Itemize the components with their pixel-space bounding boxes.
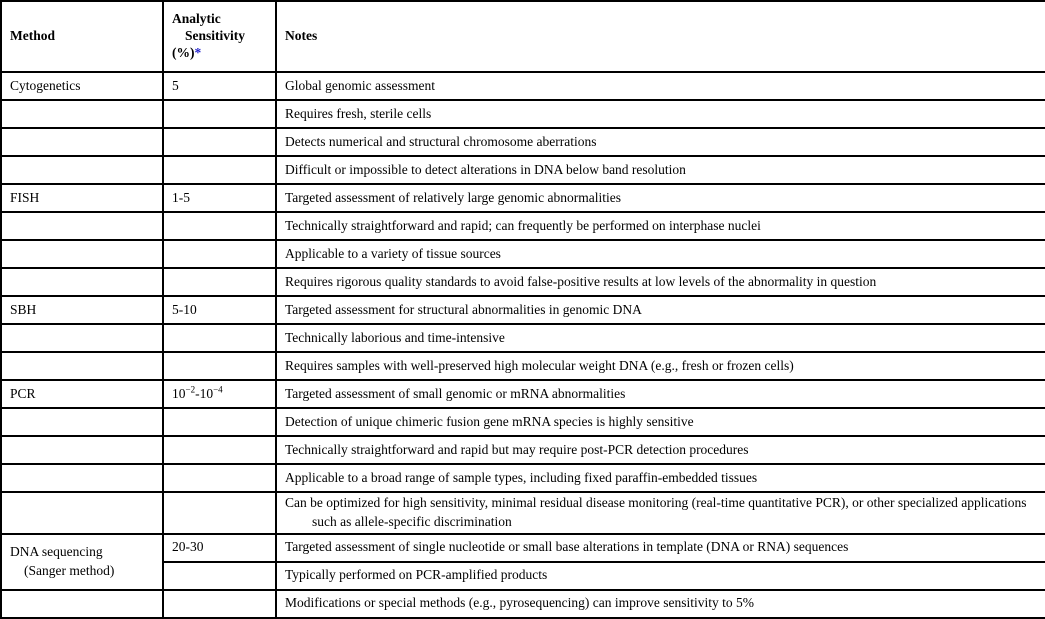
method-label: (Sanger method) xyxy=(24,562,115,578)
sensitivity-cell xyxy=(163,240,276,268)
note-text: Global genomic assessment xyxy=(285,77,435,93)
note-cell xyxy=(276,590,1045,618)
note-text: Requires samples with well-preserved high molecular weight DNA (e.g., fresh or frozen cells) xyxy=(285,357,794,373)
sensitivity-cell xyxy=(163,324,276,352)
sensitivity-cell xyxy=(163,436,276,464)
sensitivity-cell xyxy=(163,156,276,184)
method-cell xyxy=(1,464,163,492)
footnote-asterisk: * xyxy=(194,44,202,60)
note-text: Technically straightforward and rapid but may require post-PCR detection procedures xyxy=(285,441,749,457)
note-text: Requires rigorous quality standards to avoid false-positive results at low levels of the abnormality in question xyxy=(285,273,877,289)
method-cell xyxy=(1,408,163,436)
table-row xyxy=(1,156,1045,184)
column-header-method: Method xyxy=(1,1,163,72)
note-text: Typically performed on PCR-amplified products xyxy=(285,567,548,583)
method-cell xyxy=(1,100,163,128)
note-text: Detection of unique chimeric fusion gene mRNA species is highly sensitive xyxy=(285,413,694,429)
table-body xyxy=(1,72,1045,618)
sensitivity-header-line1: Analytic xyxy=(172,11,221,27)
note-cell xyxy=(276,128,1045,156)
note-cell xyxy=(276,408,1045,436)
sensitivity-header-line3: (%)* xyxy=(172,44,202,60)
note-text: Technically straightforward and rapid; can frequently be performed on interphase nuclei xyxy=(285,217,761,233)
table-row xyxy=(1,212,1045,240)
note-cell xyxy=(276,100,1045,128)
method-cell xyxy=(1,324,163,352)
method-cell xyxy=(1,268,163,296)
note-cell xyxy=(276,352,1045,380)
table-row xyxy=(1,352,1045,380)
note-text: Applicable to a variety of tissue sources xyxy=(285,245,501,261)
note-text: Targeted assessment of small genomic or mRNA abnormalities xyxy=(285,385,626,401)
sensitivity-header-line2: Sensitivity xyxy=(185,28,246,44)
method-cell xyxy=(1,492,163,534)
note-text: Targeted assessment for structural abnormalities in genomic DNA xyxy=(285,301,642,317)
note-cell xyxy=(276,534,1045,562)
table-row xyxy=(1,380,1045,408)
note-cell xyxy=(276,296,1045,324)
method-cell xyxy=(1,72,163,100)
note-cell xyxy=(276,240,1045,268)
note-cell xyxy=(276,380,1045,408)
sensitivity-cell xyxy=(163,352,276,380)
table-row xyxy=(1,590,1045,618)
note-cell xyxy=(276,212,1045,240)
note-text: Modifications or special methods (e.g., pyrosequencing) can improve sensitivity to 5% xyxy=(285,595,755,611)
sensitivity-cell xyxy=(163,128,276,156)
note-text: Technically laborious and time-intensive xyxy=(285,329,505,345)
table-row xyxy=(1,296,1045,324)
note-text: Targeted assessment of single nucleotide or small base alterations in template (DNA or RNA) sequences xyxy=(285,539,849,555)
table-row xyxy=(1,464,1045,492)
method-cell xyxy=(1,380,163,408)
sensitivity-cell xyxy=(163,100,276,128)
method-cell xyxy=(1,156,163,184)
sensitivity-cell xyxy=(163,268,276,296)
method-cell xyxy=(1,212,163,240)
table-row xyxy=(1,100,1045,128)
method-cell xyxy=(1,590,163,618)
table-row xyxy=(1,240,1045,268)
note-cell xyxy=(276,562,1045,590)
table-row xyxy=(1,492,1045,534)
method-label: Cytogenetics xyxy=(10,77,81,93)
table-row xyxy=(1,128,1045,156)
table-row xyxy=(1,324,1045,352)
sensitivity-cell: 1-5 xyxy=(163,184,276,212)
table-row xyxy=(1,268,1045,296)
note-text: Applicable to a broad range of sample types, including fixed paraffin-embedded tissues xyxy=(285,469,758,485)
note-text: Targeted assessment of relatively large genomic abnormalities xyxy=(285,189,621,205)
table-row xyxy=(1,72,1045,100)
sensitivity-cell: 5-10 xyxy=(163,296,276,324)
note-cell xyxy=(276,324,1045,352)
note-text: Requires fresh, sterile cells xyxy=(285,105,432,121)
note-cell xyxy=(276,436,1045,464)
note-text: Detects numerical and structural chromosome aberrations xyxy=(285,133,597,149)
table-row xyxy=(1,534,1045,562)
sensitivity-cell xyxy=(163,562,276,590)
note-text: Can be optimized for high sensitivity, minimal residual disease monitoring (real-time quantitative PCR), or other specialized applications such as allele-specific discrimination xyxy=(285,495,1027,529)
column-header-notes: Notes xyxy=(276,1,1045,72)
note-cell xyxy=(276,184,1045,212)
note-cell xyxy=(276,464,1045,492)
method-cell xyxy=(1,240,163,268)
note-cell xyxy=(276,492,1045,534)
method-cell xyxy=(1,296,163,324)
sensitivity-cell: 20-30 xyxy=(163,534,276,562)
sensitivity-header-lines xyxy=(172,11,267,62)
note-cell xyxy=(276,268,1045,296)
method-cell xyxy=(1,352,163,380)
method-label: PCR xyxy=(10,385,36,401)
method-label: DNA sequencing xyxy=(10,543,103,559)
method-cell xyxy=(1,436,163,464)
sensitivity-cell xyxy=(163,464,276,492)
table-row xyxy=(1,436,1045,464)
method-cell xyxy=(1,184,163,212)
note-text: Difficult or impossible to detect alterations in DNA below band resolution xyxy=(285,161,686,177)
sensitivity-cell: 5 xyxy=(163,72,276,100)
method-cell xyxy=(1,534,163,590)
column-header-sensitivity xyxy=(163,1,276,72)
table-row xyxy=(1,408,1045,436)
sensitivity-cell xyxy=(163,408,276,436)
table-row xyxy=(1,184,1045,212)
sensitivity-cell xyxy=(163,590,276,618)
method-cell xyxy=(1,128,163,156)
method-label: SBH xyxy=(10,301,37,317)
sensitivity-cell xyxy=(163,492,276,534)
note-cell xyxy=(276,156,1045,184)
note-cell xyxy=(276,72,1045,100)
sensitivity-cell xyxy=(163,212,276,240)
sensitivity-cell: $10^{-2}-10^{-4}$ xyxy=(163,380,276,408)
method-label: FISH xyxy=(10,189,40,205)
header-row xyxy=(1,1,1045,72)
